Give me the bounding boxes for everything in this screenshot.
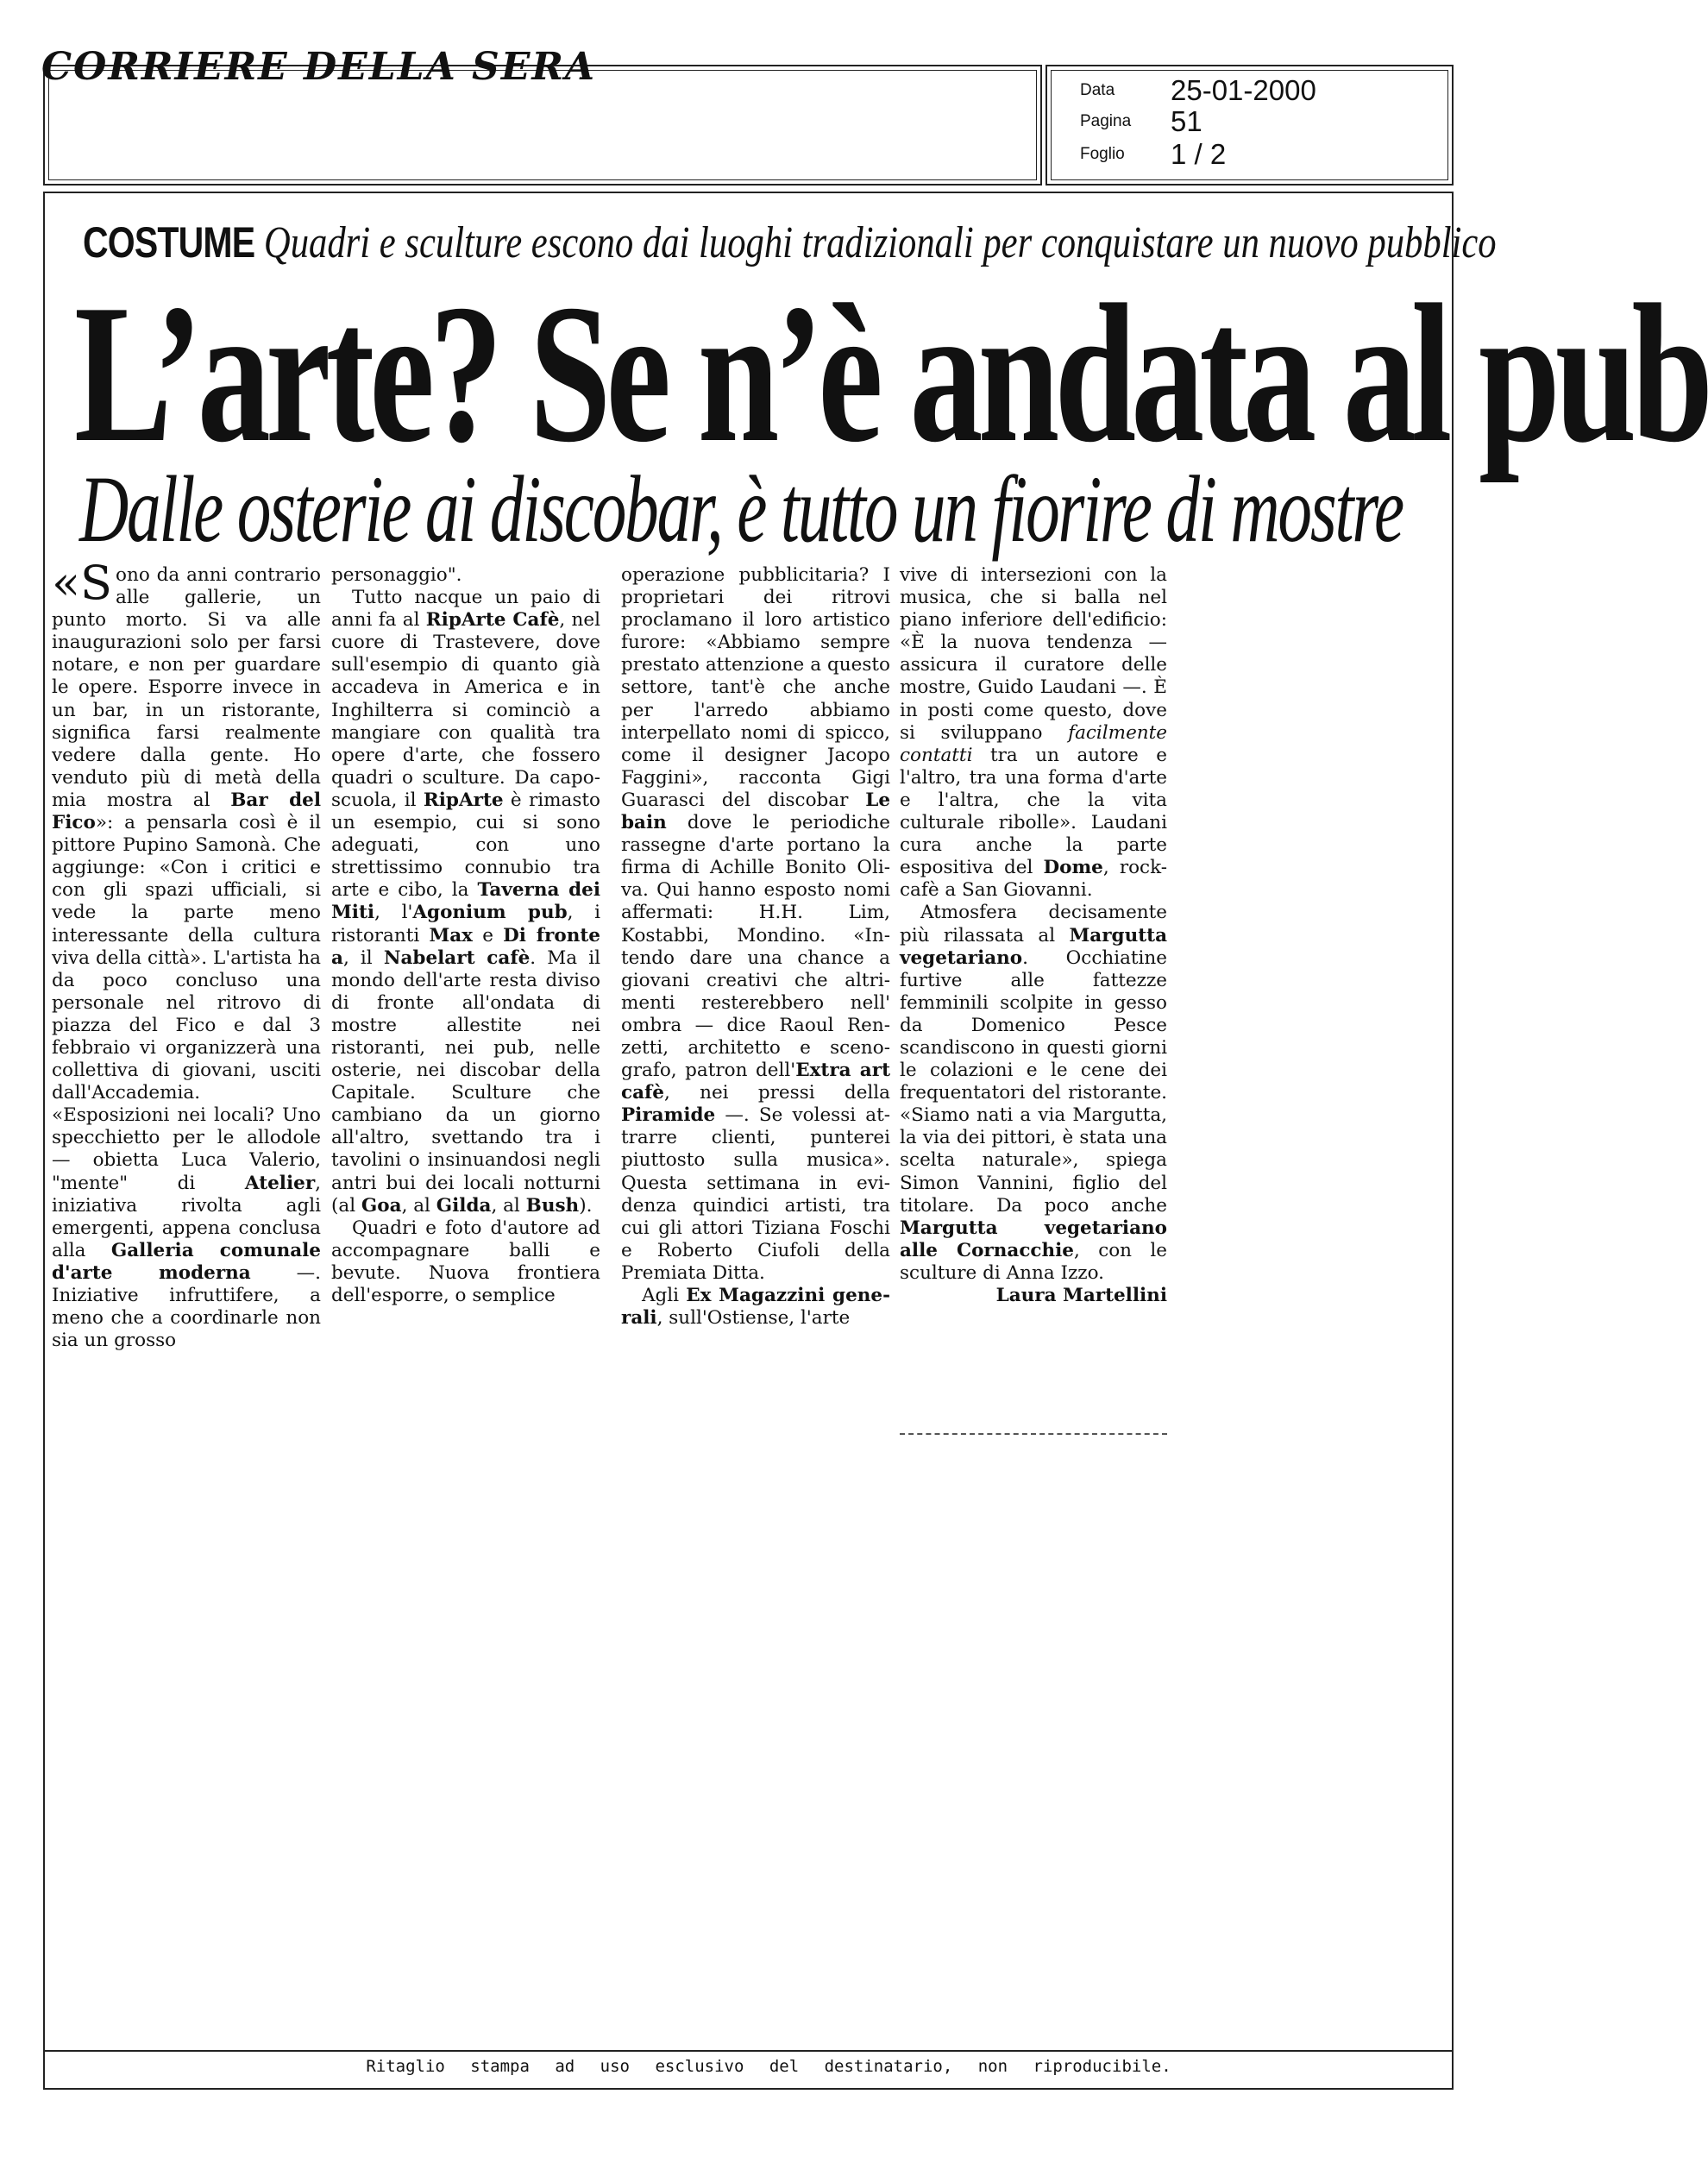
date-label: Data: [1080, 81, 1115, 99]
author-signature: Laura Martellini: [995, 1285, 1167, 1306]
sheet-label: Foglio: [1080, 145, 1125, 163]
drop-cap: «S: [52, 556, 113, 610]
sheet-value: 1 / 2: [1171, 138, 1227, 170]
article-deck: Quadri e sculture escono dai luoghi tradizionali per conquistare un nuovo pubblico: [263, 218, 1497, 267]
article-kicker: [83, 217, 1497, 268]
page-value: 51: [1171, 105, 1203, 137]
date-value: 25-01-2000: [1171, 74, 1316, 106]
article-column-2: personaggio". Tutto nacque un paio di anni fa al RipArte Cafè, nel cuore di Trastevere, dove sull'esempio di quanto già accadeva in America e in Inghilterra si cominciò a mangiare con qualità tra opere d'arte, che fossero quadri o sculture. Da caposcuola, il RipArte è rimasto un esempio, cui si sono adeguati, con uno strettissimo connubio tra arte e cibo, la Taverna dei Miti, l'Agonium pub, i ristoranti Max e Di fronte a, il Nabelart cafè. Ma il mondo dell'arte resta diviso di fronte all'ondata di mostre allestite nei ristoranti, nei pub, nelle osterie, nei discobar della Capitale. Sculture che cambiano da un giorno all'altro, svettando tra i tavolini o insinuandosi negli antri bui dei locali notturni (al Goa, al Gilda, al Bush). Quadri e foto d'autore ad accompagnare balli e bevute. Nuova frontiera dell'esporre, o semplice: [331, 564, 600, 1306]
article-column-3: operazione pubblicitaria? I proprietari dei ritrovi proclamano il loro artistico furore: «Abbiamo sempre prestato attenzione a questo settore, tant'è che anche per l'arredo abbiamo interpellato nomi di spicco, come il designer Jacopo Faggini», racconta Gigi Guarasci del discobar Le bain dove le periodiche rassegne d'arte portano la firma di Achille Bonito Oliva. Qui hanno esposto nomi affermati: H.H. Lim, Kostabbi, Mondino. «Intendo dare una chance a giovani creativi che altrimenti resterebbero nell' ombra — dice Raoul Renzetti, architetto e scenografo, patron dell'Extra art cafè, nei pressi della Piramide —. Se volessi attrarre clienti, punterei piuttosto sulla musica». Questa settimana in evidenza quindici artisti, tra cui gli attori Tiziana Foschi e Roberto Ciufoli della Premiata Ditta. Agli Ex Magazzini generali, sull'Ostiense, l'arte: [621, 564, 890, 1330]
article-subhead: Dalle osterie ai discobar, è tutto un fiorire di mostre: [79, 456, 1403, 562]
newspaper-masthead: CORRIERE DELLA SERA: [41, 45, 597, 89]
section-tag: COSTUME: [83, 218, 255, 267]
article-headline: L’arte? Se n’è andata al pub: [74, 263, 1708, 483]
article-column-1: «Sono da anni contrario alle gallerie, un punto morto. Si va alle inaugurazioni solo per farsi notare, e non per guardare le opere. Esporre invece in un bar, in un ristorante, significa farsi realmente vedere dalla gente. Ho venduto più di metà della mia mostra al Bar del Fico»: a pensarla così è il pittore Pupino Samonà. Che aggiunge: «Con i critici e con gli spazi ufficiali, si vede la parte meno interessante della cultura viva della città». L'artista ha da poco concluso una personale nel ritrovo di piazza del Fico e dal 3 febbraio vi organizzerà una collettiva di giovani, usciti dall'Accademia. «Esposizioni nei locali? Uno specchietto per le allodole — obietta Luca Valerio, "mente" di Atelier, iniziativa rivolta agli emergenti, appena conclusa alla Galleria comunale d'arte moderna —. Iniziative infruttifere, a meno che a coordinarle non sia un grosso: [52, 556, 321, 1352]
footer-notice: Ritaglio stampa ad uso esclusivo del destinatario, non riproducibile.: [366, 2057, 1171, 2076]
page-label: Pagina: [1080, 112, 1132, 130]
article-column-4: vive di intersezioni con la musica, che si balla nel piano inferiore dell'edificio: «È la nuova tendenza — assicura il curatore delle mostre, Guido Laudani —. È in posti come questo, dove si sviluppano facilmente contatti tra un autore e l'altro, tra una forma d'arte e l'altra, che la vita culturale ribolle». Laudani cura anche la parte espositiva del Dome, rock-cafè a San Giovanni. Atmosfera decisamente più rilassata al Margutta vegetariano. Occhiatine furtive alle fattezze femminili scolpite in gesso da Domenico Pesce scandiscono in questi giorni le colazioni e le cene dei frequentatori del ristorante. «Siamo nati a via Margutta, la via dei pittori, è stata una scelta naturale», spiega Simon Vannini, figlio del titolare. Da poco anche Margutta vegetariano alle Cornacchie, con le sculture di Anna Izzo. Laura Martellini: [900, 564, 1168, 1306]
end-rule: [900, 1433, 1167, 1435]
